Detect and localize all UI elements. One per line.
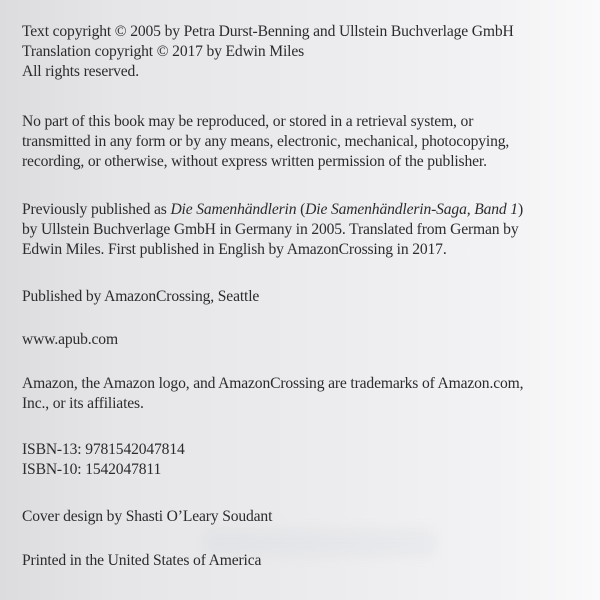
publisher-block bbox=[22, 287, 259, 307]
rights-notice-line: recording, or otherwise, without express written permission of the publisher. bbox=[22, 153, 487, 170]
isbn-13-value: 9781542047814 bbox=[85, 441, 185, 458]
trademark-line: Inc., or its affiliates. bbox=[22, 395, 144, 412]
rights-notice-block bbox=[22, 112, 509, 172]
publication-history-line: Edwin Miles. First published in English by AmazonCrossing in 2017. bbox=[22, 241, 447, 258]
copyright-block bbox=[22, 22, 514, 82]
all-rights-reserved-line: All rights reserved. bbox=[22, 63, 139, 80]
publisher-line: Published by AmazonCrossing, Seattle bbox=[22, 288, 260, 305]
series-title: Die Samenhändlerin-Saga, Band 1 bbox=[305, 201, 518, 218]
cover-design-block bbox=[22, 507, 272, 527]
publication-history-line: Previously published as Die Samenhändlerin (Die Samenhändlerin-Saga, Band 1) bbox=[22, 201, 523, 218]
trademark-block bbox=[22, 374, 523, 414]
isbn-block bbox=[22, 440, 185, 480]
trademark-line: Amazon, the Amazon logo, and AmazonCrossing are trademarks of Amazon.com, bbox=[22, 375, 524, 392]
publication-history-line: by Ullstein Buchverlage GmbH in Germany in 2005. Translated from German by bbox=[22, 221, 519, 238]
isbn-10-value: 1542047811 bbox=[85, 461, 162, 478]
isbn-10-line: ISBN-10: 1542047811 bbox=[22, 461, 162, 478]
original-title: Die Samenhändlerin bbox=[170, 201, 297, 218]
rights-notice-line: No part of this book may be reproduced, or stored in a retrieval system, or bbox=[22, 113, 474, 130]
rights-notice-line: transmitted in any form or by any means, electronic, mechanical, photocopying, bbox=[22, 133, 510, 150]
website-url: www.apub.com bbox=[22, 331, 118, 348]
publication-history-block bbox=[22, 200, 523, 260]
cover-design-line: Cover design by Shasti O’Leary Soudant bbox=[22, 508, 273, 525]
website-block bbox=[22, 330, 118, 350]
translation-copyright-line: Translation copyright © 2017 by Edwin Miles bbox=[22, 43, 305, 60]
isbn-13-line: ISBN-13: 9781542047814 bbox=[22, 441, 185, 458]
printed-block bbox=[22, 551, 261, 571]
printed-in-line: Printed in the United States of America bbox=[22, 552, 262, 569]
text-copyright-line: Text copyright © 2005 by Petra Durst-Benning and Ullstein Buchverlage GmbH bbox=[22, 23, 514, 40]
